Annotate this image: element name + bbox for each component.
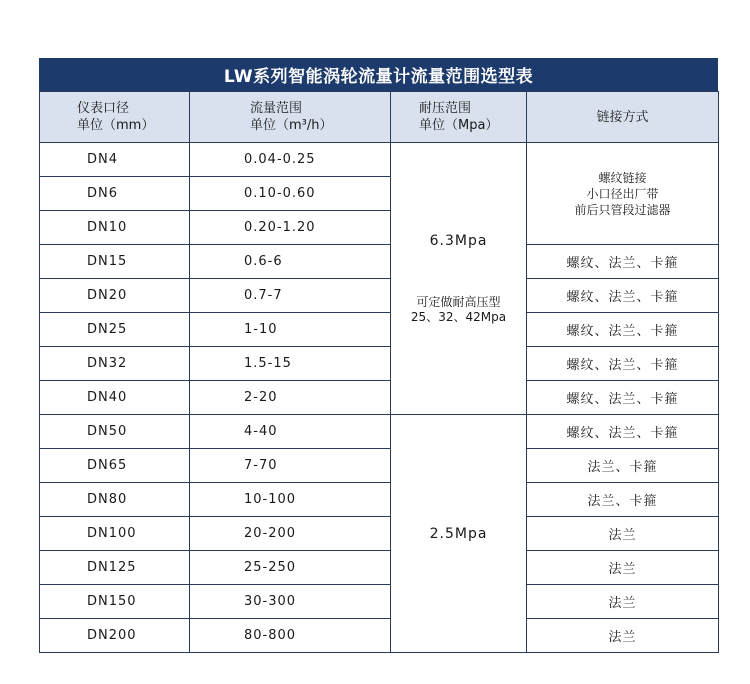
diameter-cell: DN6 [40,177,190,211]
connection-cell: 法兰、卡箍 [527,483,719,517]
diameter-cell: DN25 [40,313,190,347]
table-row [40,449,719,483]
diameter-cell: DN20 [40,279,190,313]
header-connection: 链接方式 [527,92,719,143]
connection-cell: 螺纹、法兰、卡箍 [527,415,719,449]
table-row [40,551,719,585]
pressure-value: 2.5Mpa [429,525,488,542]
flow-range-cell: 30-300 [190,585,391,619]
table-title: LW系列智能涡轮流量计流量范围选型表 [39,58,718,91]
table-row [40,483,719,517]
pressure-note-values: 25、32、42Mpa [410,309,507,324]
flow-range-cell: 25-250 [190,551,391,585]
flow-range-cell: 4-40 [190,415,391,449]
flow-range-cell: 7-70 [190,449,391,483]
header-diameter: 仪表口径 单位（mm） [40,92,190,143]
pressure-cell-standard [391,415,527,653]
table-row [40,143,719,177]
connection-cell: 螺纹、法兰、卡箍 [527,347,719,381]
diameter-cell: DN125 [40,551,190,585]
flow-range-cell: 10-100 [190,483,391,517]
table-row [40,585,719,619]
diameter-cell: DN50 [40,415,190,449]
flow-range-cell: 0.04-0.25 [190,143,391,177]
flow-range-cell: 0.6-6 [190,245,391,279]
diameter-cell: DN65 [40,449,190,483]
diameter-cell: DN40 [40,381,190,415]
connection-cell: 螺纹、法兰、卡箍 [527,279,719,313]
flow-range-cell: 80-800 [190,619,391,653]
flow-range-table [39,91,719,653]
table-row [40,619,719,653]
diameter-cell: DN150 [40,585,190,619]
table-row [40,313,719,347]
connection-cell: 螺纹、法兰、卡箍 [527,313,719,347]
connection-cell-small-bore: 螺纹链接 小口径出厂带 前后只管段过滤器 [527,143,719,245]
header-flow-range: 流量范围 单位（m³/h） [190,92,391,143]
pressure-note: 可定做耐高压型 [416,294,501,309]
selection-table-container [39,58,718,653]
connection-cell: 螺纹、法兰、卡箍 [527,381,719,415]
connection-cell: 法兰、卡箍 [527,449,719,483]
flow-range-cell: 20-200 [190,517,391,551]
diameter-cell: DN4 [40,143,190,177]
pressure-value: 6.3Mpa [429,232,488,249]
diameter-cell: DN100 [40,517,190,551]
flow-range-cell: 0.20-1.20 [190,211,391,245]
diameter-cell: DN10 [40,211,190,245]
flow-range-cell: 1-10 [190,313,391,347]
diameter-cell: DN80 [40,483,190,517]
flow-range-cell: 0.7-7 [190,279,391,313]
table-row [40,517,719,551]
flow-range-cell: 0.10-0.60 [190,177,391,211]
table-row [40,415,719,449]
flow-range-cell: 1.5-15 [190,347,391,381]
connection-cell: 法兰 [527,551,719,585]
header-pressure-range: 耐压范围 单位（Mpa） [391,92,527,143]
diameter-cell: DN32 [40,347,190,381]
connection-cell: 法兰 [527,585,719,619]
table-row [40,279,719,313]
table-body [40,143,719,653]
flow-range-cell: 2-20 [190,381,391,415]
connection-cell: 法兰 [527,517,719,551]
connection-cell: 法兰 [527,619,719,653]
table-row [40,347,719,381]
table-row [40,245,719,279]
header-row [40,92,719,143]
connection-cell: 螺纹、法兰、卡箍 [527,245,719,279]
diameter-cell: DN200 [40,619,190,653]
pressure-cell-high [391,143,527,415]
table-row [40,381,719,415]
diameter-cell: DN15 [40,245,190,279]
